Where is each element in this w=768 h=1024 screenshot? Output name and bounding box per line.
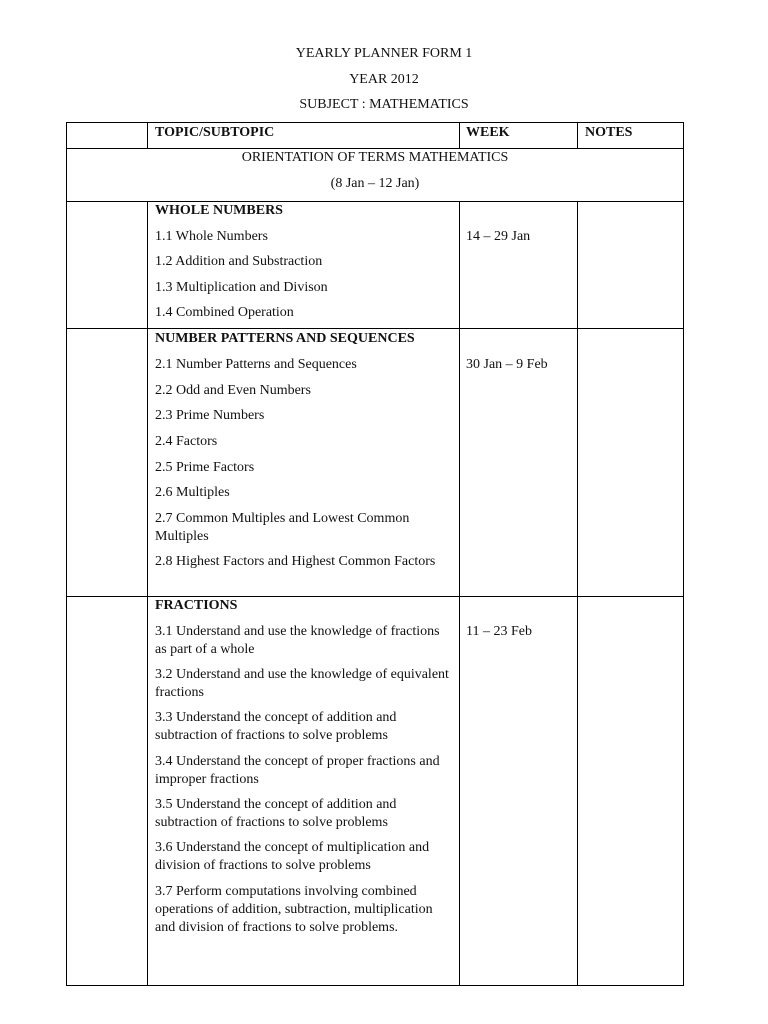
list-item: 2.1 Number Patterns and Sequences [155, 357, 357, 372]
section-divider-1 [66, 328, 684, 329]
document-year: YEAR 2012 [349, 72, 419, 87]
document-title: YEARLY PLANNER FORM 1 [295, 46, 473, 61]
table-border-bottom [66, 985, 684, 986]
list-item: 1.3 Multiplication and Divison [155, 280, 328, 295]
section-heading-fractions: FRACTIONS [155, 598, 238, 613]
list-item: 2.4 Factors [155, 434, 218, 449]
list-item: 3.5 Understand the concept of addition and subtraction of fractions to solve problems [155, 797, 397, 830]
list-item: 3.3 Understand the concept of addition and subtraction of fractions to solve problems [155, 710, 397, 743]
list-item: 3.4 Understand the concept of proper fractions and improper fractions [155, 754, 440, 787]
col-divider-3-body [577, 201, 578, 986]
col-divider-2-body [459, 201, 460, 986]
list-item: 2.6 Multiples [155, 485, 230, 500]
column-header-notes: NOTES [585, 125, 633, 140]
orientation-dates: (8 Jan – 12 Jan) [330, 176, 420, 191]
list-item: 2.2 Odd and Even Numbers [155, 383, 311, 398]
list-item: 3.6 Understand the concept of multiplication and division of fractions to solve problems [155, 840, 430, 873]
list-item: 2.7 Common Multiples and Lowest Common Multiples [155, 511, 410, 544]
list-item: 3.1 Understand and use the knowledge of fractions as part of a whole [155, 624, 440, 657]
section-heading-whole-numbers: WHOLE NUMBERS [155, 203, 283, 218]
table-border-right [683, 122, 684, 986]
list-item: 3.7 Perform computations involving combined operations of addition, subtraction, multiplication and division of fractions to solve problems. [155, 884, 433, 935]
table-border-top [66, 122, 684, 123]
section-week-whole-numbers: 14 – 29 Jan [466, 229, 531, 244]
table-border-left [66, 122, 67, 986]
list-item: 2.5 Prime Factors [155, 460, 255, 475]
col-divider-2-header [459, 122, 460, 149]
column-header-topic: TOPIC/SUBTOPIC [155, 125, 275, 140]
list-item: 2.3 Prime Numbers [155, 408, 265, 423]
section-week-number-patterns: 30 Jan – 9 Feb [466, 357, 548, 372]
col-divider-1-header [147, 122, 148, 149]
col-divider-1-body [147, 201, 148, 986]
col-divider-3-header [577, 122, 578, 149]
list-item: 2.8 Highest Factors and Highest Common Factors [155, 554, 436, 569]
table-header-divider [66, 148, 684, 149]
orientation-title: ORIENTATION OF TERMS MATHEMATICS [241, 150, 509, 165]
list-item: 3.2 Understand and use the knowledge of equivalent fractions [155, 667, 449, 700]
column-header-week: WEEK [466, 125, 510, 140]
list-item: 1.1 Whole Numbers [155, 229, 268, 244]
document-subject: SUBJECT : MATHEMATICS [299, 97, 469, 112]
section-week-fractions: 11 – 23 Feb [466, 624, 532, 639]
list-item: 1.2 Addition and Substraction [155, 254, 323, 269]
section-heading-number-patterns: NUMBER PATTERNS AND SEQUENCES [155, 331, 415, 346]
list-item: 1.4 Combined Operation [155, 305, 294, 320]
